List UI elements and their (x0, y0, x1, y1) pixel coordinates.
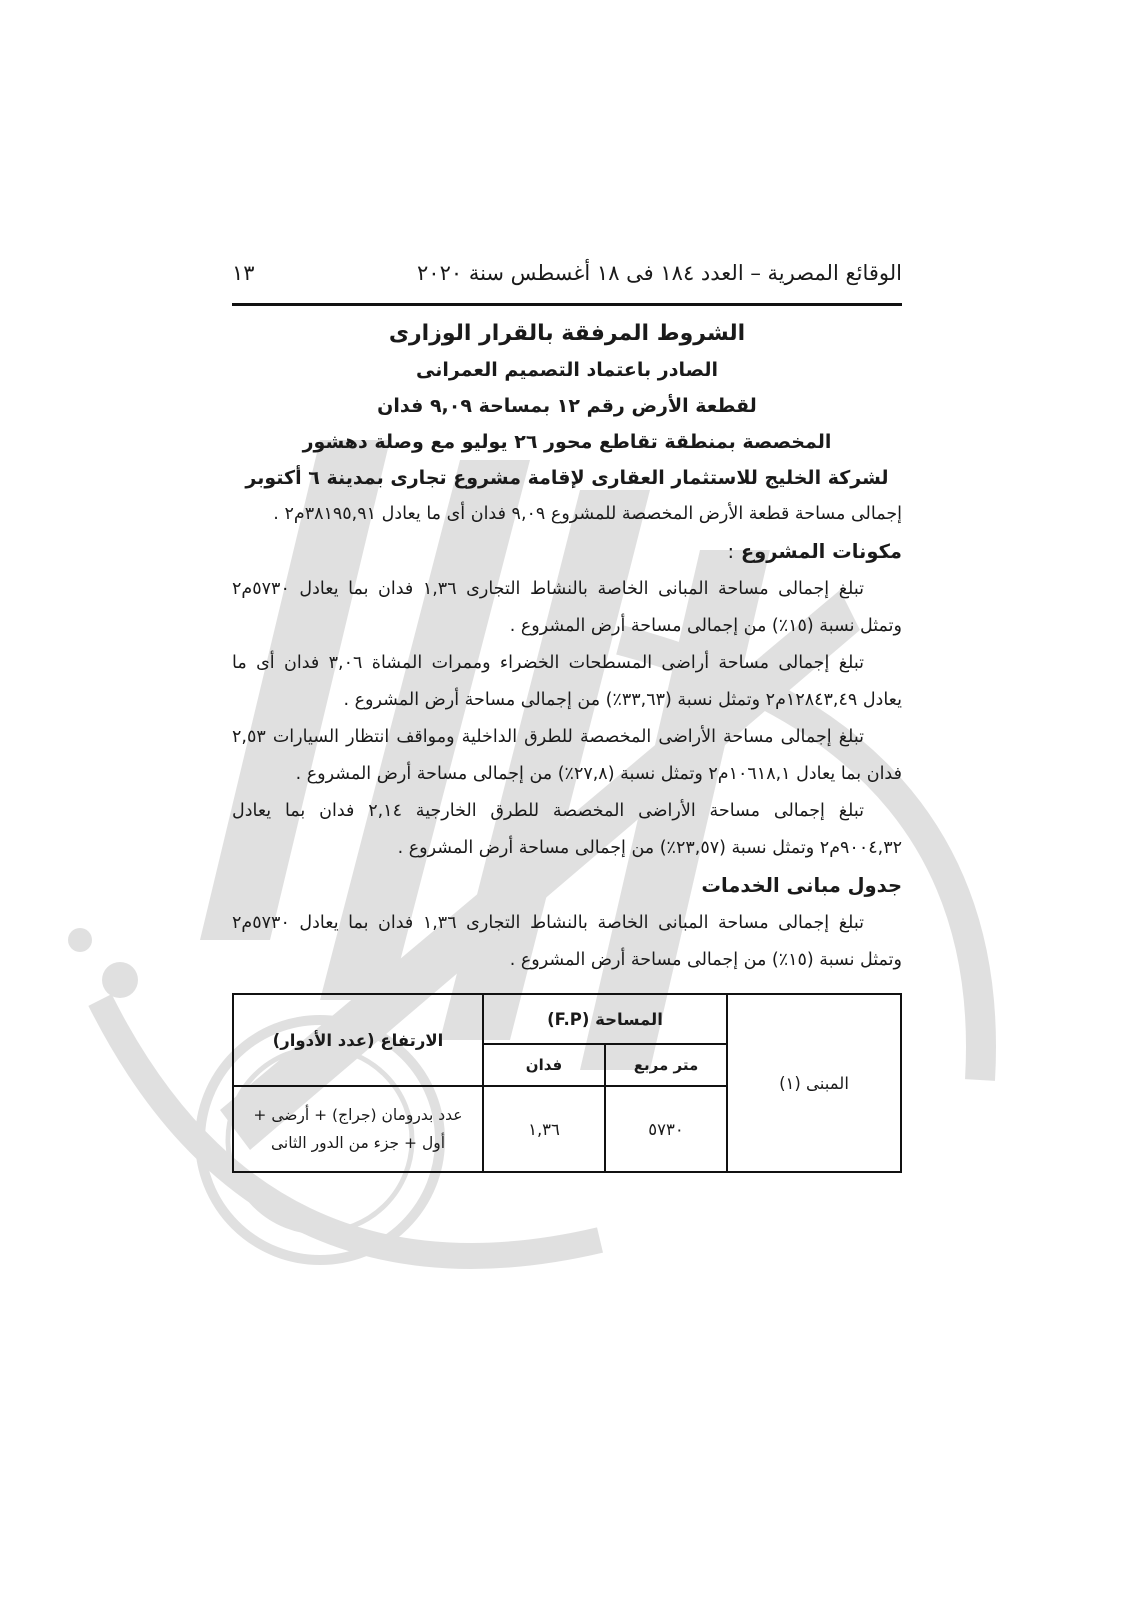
services-paragraph: تبلغ إجمالى مساحة المبانى الخاصة بالنشاط التجارى ١,٣٦ فدان بما يعادل ٥٧٣٠م٢ وتمثل نسبة (١٥٪) من إجمالى مساحة أرض المشروع . (232, 913, 902, 970)
components-heading-colon: : (727, 540, 735, 563)
title-line-2: الصادر باعتماد التصميم العمرانى (416, 359, 718, 381)
sqm-value: ٥٧٣٠ (605, 1086, 727, 1172)
services-heading: جدول مبانى الخدمات (701, 874, 902, 897)
document-page (232, 255, 902, 1173)
page-header (232, 255, 902, 306)
running-title: الوقائع المصرية – العدد ١٨٤ فى ١٨ أغسطس سنة ٢٠٢٠ (417, 261, 902, 285)
services-table (232, 993, 902, 1173)
sqm-header: متر مربع (605, 1044, 727, 1086)
title-line-4: المخصصة بمنطقة تقاطع محور ٢٦ يوليو مع وصلة دهشور (302, 431, 832, 453)
floors-value (233, 1086, 483, 1172)
components-heading (232, 533, 902, 571)
decree-titles (232, 316, 902, 496)
component-paragraph: تبلغ إجمالى مساحة أراضى المسطحات الخضراء وممرات المشاة ٣,٠٦ فدان أى ما يعادل ١٢٨٤٣,٤٩م٢ وتمثل نسبة (٣٣,٦٣٪) من إجمالى مساحة أرض المشروع . (232, 653, 902, 710)
component-paragraph: تبلغ إجمالى مساحة الأراضى المخصصة للطرق الداخلية ومواقف انتظار السيارات ٢,٥٣ فدان بما يعادل ١٠٦١٨,١م٢ وتمثل نسبة (٢٧,٨٪) من إجمالى مساحة أرض المشروع . (232, 727, 902, 784)
component-paragraph: تبلغ إجمالى مساحة الأراضى المخصصة للطرق الخارجية ٢,١٤ فدان بما يعادل ٩٠٠٤,٣٢م٢ وتمثل نسبة (٢٣,٥٧٪) من إجمالى مساحة أرض المشروع . (232, 801, 902, 858)
area-header: المساحة (F.P) (483, 994, 727, 1044)
feddan-value: ١,٣٦ (483, 1086, 605, 1172)
height-header: الارتفاع (عدد الأدوار) (233, 994, 483, 1086)
floors-line-2: أول + جزء من الدور الثانى (271, 1134, 445, 1152)
component-paragraph: تبلغ إجمالى مساحة المبانى الخاصة بالنشاط التجارى ١,٣٦ فدان بما يعادل ٥٧٣٠م٢ وتمثل نسبة (١٥٪) من إجمالى مساحة أرض المشروع . (232, 579, 902, 636)
intro-paragraph: إجمالى مساحة قطعة الأرض المخصصة للمشروع ٩,٠٩ فدان أى ما يعادل ٣٨١٩٥,٩١م٢ . (273, 504, 902, 524)
building-cell: المبنى (١) (727, 994, 901, 1172)
title-line-1: الشروط المرفقة بالقرار الوزارى (388, 321, 746, 346)
title-line-5: لشركة الخليج للاستثمار العقارى لإقامة مشروع تجارى بمدينة ٦ أكتوبر (245, 467, 889, 489)
components-heading-text: مكونات المشروع (740, 540, 902, 563)
floors-line-1: عدد بدرومان (جراج) + أرضى + (253, 1106, 463, 1124)
feddan-header: فدان (483, 1044, 605, 1086)
page-number: ١٣ (232, 261, 255, 285)
title-line-3: لقطعة الأرض رقم ١٢ بمساحة ٩,٠٩ فدان (377, 395, 757, 417)
